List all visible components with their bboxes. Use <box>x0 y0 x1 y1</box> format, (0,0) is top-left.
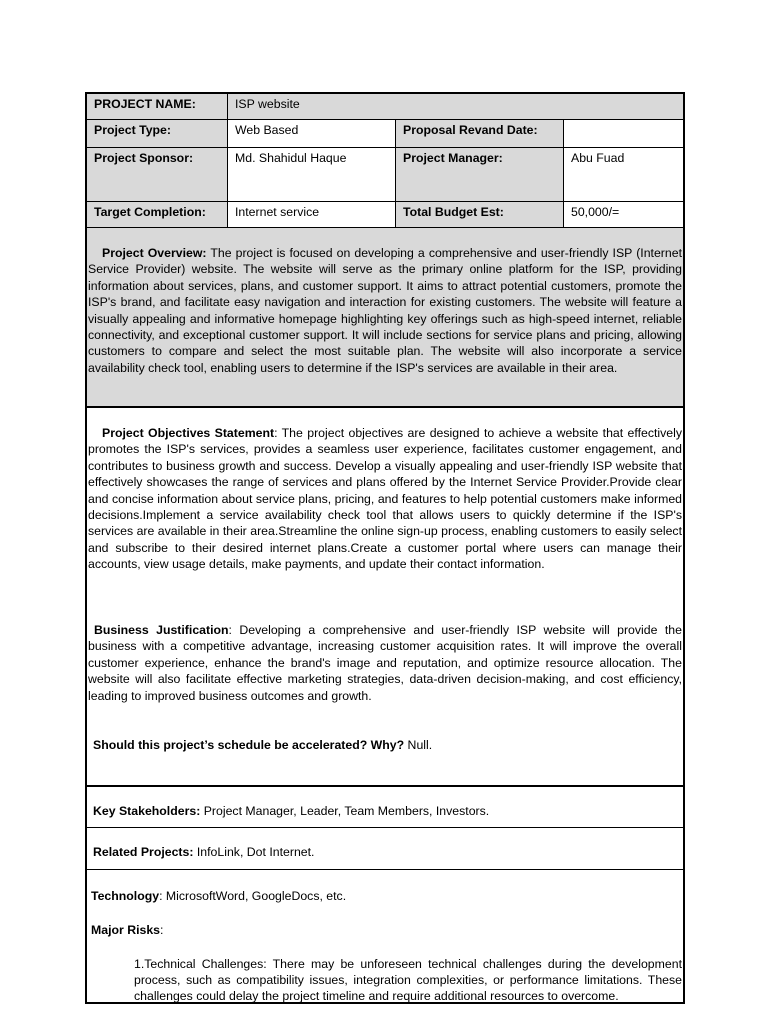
risks-label: Major Risks <box>91 923 161 937</box>
project-name-value: ISP website <box>227 94 683 119</box>
related-label: Related Projects: <box>93 845 194 859</box>
project-name-row <box>87 92 683 120</box>
justification-label: Business Justification <box>94 623 229 637</box>
accelerate-label: Should this project’s schedule be accelerated? Why? <box>93 738 405 752</box>
stakeholders-line <box>87 803 683 819</box>
completion-row <box>87 202 683 228</box>
objectives-text: : The project objectives are designed to achieve a website that effectively promotes the ISP's services, provides a seamless user experience, facilitates customer engagement, and contributes to business growth and success. Develop a visually appealing and user-friendly ISP website that effectively showcases the range of services and plans offered by the Internet Service Provider.Provide clear and concise information about service plans, pricing, and features to help potential customers make informed decisions.Implement a service availability check tool that allows users to quickly determine if the ISP's services are available in their area.Streamline the online sign-up process, enabling customers to easily select and subscribe to their desired internet plans.Create a customer portal where users can manage their accounts, view usage details, make payments, and update their contact information. <box>88 426 682 572</box>
overview-label: Project Overview: <box>102 246 207 260</box>
justification-paragraph <box>87 622 683 704</box>
justification-text: : Developing a comprehensive and user-friendly ISP website will provide the business with a competitive advantage, increasing customer acquisition rates. It will improve the overall customer experience, enhance the brand's image and reputation, and optimize resource allocation. The website will also facilitate effective marketing strategies, data-driven decision-making, and cost efficiency, leading to improved business outcomes and growth. <box>88 623 682 703</box>
accelerate-line <box>87 737 683 753</box>
stakeholders-label: Key Stakeholders: <box>93 804 201 818</box>
related-value: InfoLink, Dot Internet. <box>193 845 315 859</box>
sponsor-label: Project Sponsor: <box>87 148 227 201</box>
completion-value: Internet service <box>227 202 395 227</box>
risks-colon: : <box>160 923 164 937</box>
overview-paragraph <box>87 245 683 376</box>
project-charter-form <box>85 92 685 1004</box>
project-type-row <box>87 120 683 148</box>
completion-label: Target Completion: <box>87 202 227 227</box>
overview-section <box>87 228 683 408</box>
technology-value: : MicrosoftWord, GoogleDocs, etc. <box>159 889 347 903</box>
risks-heading <box>87 922 683 938</box>
sponsor-value: Md. Shahidul Haque <box>227 148 395 201</box>
stakeholders-value: Project Manager, Leader, Team Members, Investors. <box>200 804 490 818</box>
project-name-label: PROJECT NAME: <box>94 97 196 111</box>
objectives-paragraph <box>87 425 683 573</box>
project-type-label: Project Type: <box>87 120 227 147</box>
revand-date-label: Proposal Revand Date: <box>395 120 563 147</box>
manager-label: Project Manager: <box>395 148 563 201</box>
project-type-value: Web Based <box>227 120 395 147</box>
technology-line <box>87 888 683 904</box>
risk-item-1: 1.Technical Challenges: There may be unforeseen technical challenges during the development process, such as compatibility issues, integration complexities, or performance limitations. These challenges could delay the project timeline and require additional resources to overcome. <box>134 957 682 1004</box>
stakeholders-row <box>87 785 683 828</box>
form-bottom-border <box>87 1002 683 1004</box>
overview-text: The project is focused on developing a comprehensive and user-friendly ISP (Internet Service Provider) website. The website will serve as the primary online platform for the ISP, providing information about services, plans, and customer support. It aims to attract potential customers, promote the ISP's brand, and facilitate easy navigation and interaction for existing customers. The website will feature a visually appealing and informative homepage highlighting key offerings such as high-speed internet, reliable connectivity, and exceptional customer support. It will include sections for service plans and pricing, allowing customers to compare and select the most suitable plan. The website will also incorporate a service availability check tool, enabling users to determine if the ISP's services are available in their area. <box>88 246 682 375</box>
budget-value: 50,000/= <box>563 202 683 227</box>
related-row <box>87 828 683 870</box>
technology-label: Technology <box>91 889 160 903</box>
accelerate-value: Null. <box>404 738 433 752</box>
related-line <box>87 844 683 860</box>
manager-value: Abu Fuad <box>563 148 683 201</box>
budget-label: Total Budget Est: <box>395 202 563 227</box>
revand-date-value <box>563 120 683 147</box>
sponsor-row <box>87 148 683 202</box>
objectives-label: Project Objectives Statement <box>102 426 275 440</box>
